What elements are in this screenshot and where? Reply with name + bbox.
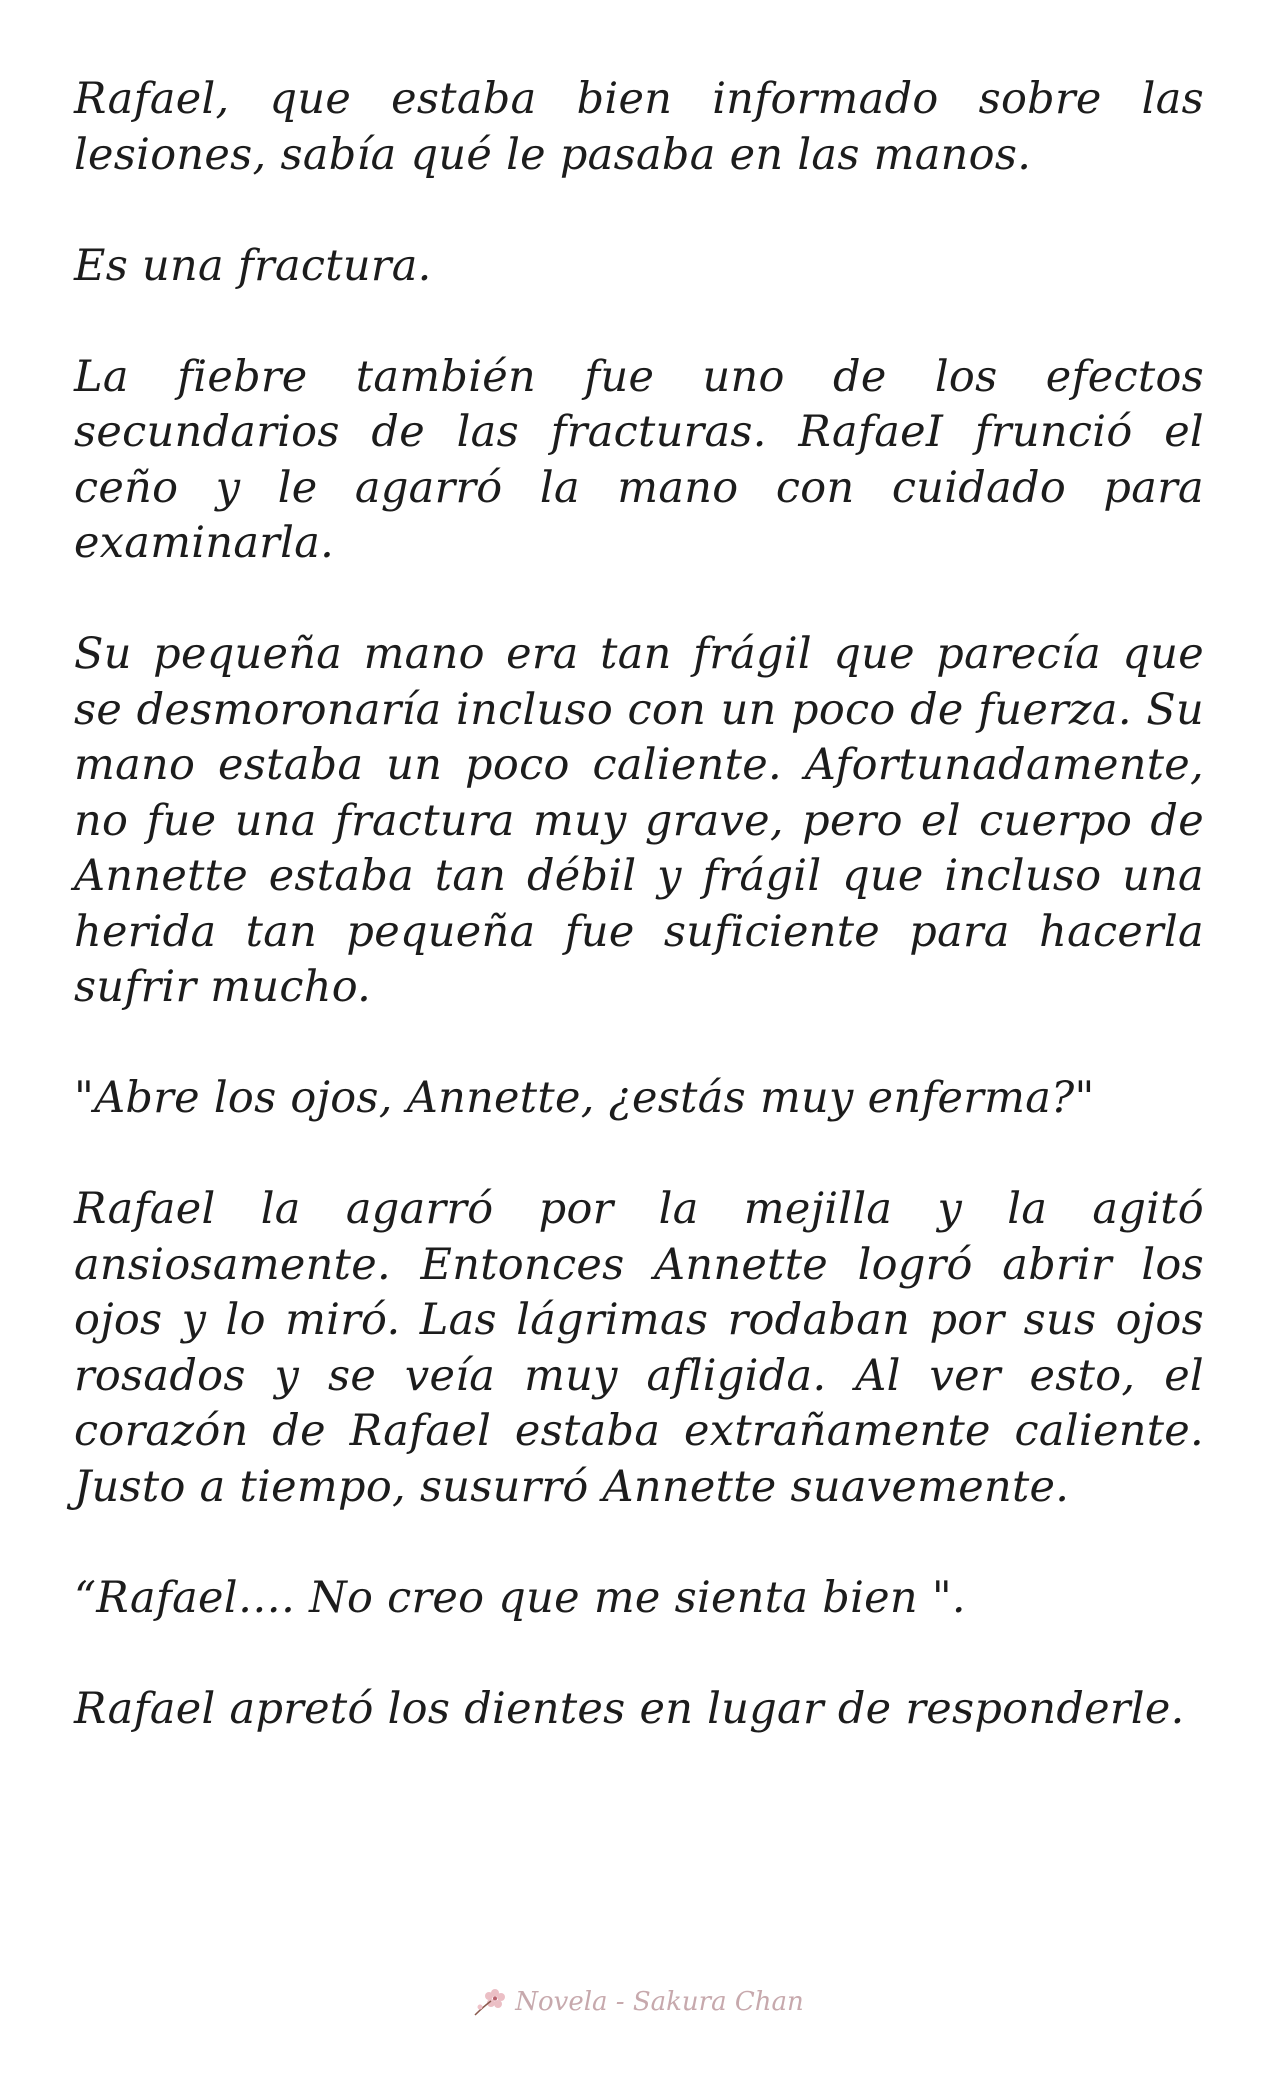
sakura-flower-icon bbox=[471, 1985, 511, 2019]
paragraph-5: "Abre los ojos, Annette, ¿estás muy enferma?" bbox=[74, 1073, 1095, 1123]
paragraph-3: La fiebre también fue uno de los efectos secundarios de las fracturas. RafaeI frunció el ceño y le agarró la mano con cuidado para examinarla. bbox=[74, 351, 1204, 568]
paragraph-4: Su pequeña mano era tan frágil que parecía que se desmoronaría incluso con un poco de fuerza. Su mano estaba un poco caliente. Afortunadamente, no fue una fractura muy grave, pero el cuerpo de Annette estaba tan débil y frágil que incluso una herida tan pequeña fue suficiente para hacerla sufrir mucho. bbox=[74, 629, 1204, 1012]
paragraph-7: “Rafael…. No creo que me sienta bien ". bbox=[74, 1572, 966, 1623]
paragraph-1: Rafael, que estaba bien informado sobre las lesiones, sabía qué le pasaba en las manos. bbox=[74, 74, 1204, 180]
footer-text: Novela - Sakura Chan bbox=[515, 1987, 804, 2017]
document-body bbox=[74, 72, 1204, 1793]
paragraph-6: Rafael la agarró por la mejilla y la agitó ansiosamente. Entonces Annette logró abrir los ojos y lo miró. Las lágrimas rodaban por sus ojos rosados y se veía muy afligida. Al ver esto, el corazón de Rafael estaba extrañamente caliente. Justo a tiempo, susurró Annette suavemente. bbox=[74, 1184, 1204, 1512]
paragraph-2: Es una fractura. bbox=[74, 240, 432, 291]
footer-watermark bbox=[0, 1985, 1275, 2019]
paragraph-8: Rafael apretó los dientes en lugar de responderle. bbox=[74, 1683, 1185, 1734]
